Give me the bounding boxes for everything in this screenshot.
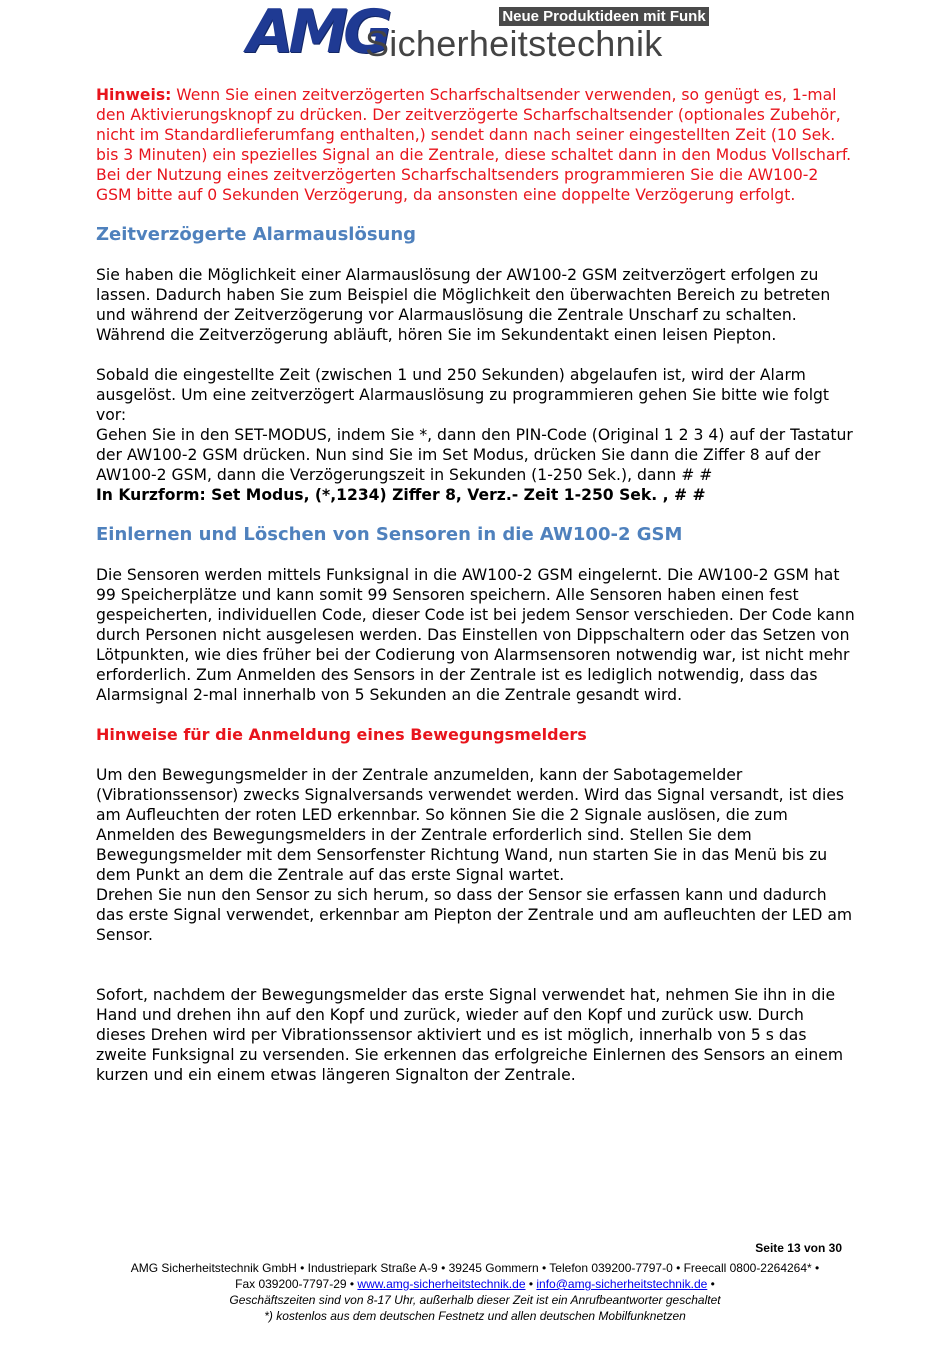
note-paragraph [96, 85, 856, 205]
company-logo [247, 2, 712, 66]
page-content [96, 85, 856, 1085]
footer-contact [0, 1276, 950, 1292]
note-label: Hinweis: [96, 86, 172, 104]
email-link[interactable]: info@amg-sicherheitstechnik.de [536, 1277, 708, 1291]
section-heading-motion-detector: Hinweise für die Anmeldung eines Bewegungsmelders [96, 725, 587, 744]
footer-address: AMG Sicherheitstechnik GmbH • Industriepark Straße A-9 • 39245 Gommern • Telefon 039200-7797-0 • Freecall 0800-2264264* • [130, 1261, 820, 1275]
short-form-instructions: In Kurzform: Set Modus, (*,1234) Ziffer 8, Verz.- Zeit 1-250 Sek. , # # [96, 486, 706, 504]
logo-mark: AMG [247, 0, 388, 67]
section-heading-learn-sensors: Einlernen und Löschen von Sensoren in die AW100-2 GSM [96, 524, 683, 545]
footer-free-note: *) kostenlos aus dem deutschen Festnetz und allen deutschen Mobilfunknetzen [264, 1309, 686, 1323]
paragraph: Sie haben die Möglichkeit einer Alarmauslösung der AW100-2 GSM zeitverzögert erfolgen zu lassen. Dadurch haben Sie zum Beispiel die Möglichkeit den überwachten Bereich zu betreten und während der Zeitverzögerung vor Alarmauslösung die Zentrale Unscharf zu schalten. Während die Zeitverzögerung abläuft, hören Sie im Sekundentakt einen leisen Piepton. [96, 266, 831, 344]
section-heading-delayed-alarm: Zeitverzögerte Alarmauslösung [96, 224, 417, 245]
footer-end: • [707, 1277, 715, 1291]
logo-company-name: Sicherheitstechnik [365, 23, 663, 64]
paragraph: Sofort, nachdem der Bewegungsmelder das erste Signal verwendet hat, nehmen Sie ihn in die Hand und drehen ihn auf den Kopf und zurück, wieder auf den Kopf und zurück usw. Durch dieses Drehen wird per Vibrationssensor aktiviert und es ist möglich, innerhalb von 5 s das zweite Funksignal zu versenden. Sie erkennen das erfolgreiche Einlernen des Sensors an einem kurzen und ein einem etwas längeren Signalton der Zentrale. [96, 986, 844, 1084]
paragraph: Um den Bewegungsmelder in der Zentrale anzumelden, kann der Sabotagemelder (Vibrationssensor) zwecks Signalversands verwendet werden. Wird das Signal versandt, ist dies am Aufleuchten der roten LED erkennbar. So können Sie die 2 Signale auslösen, die zum Anmelden des Bewegungsmelders in der Zentrale erforderlich sind. Stellen Sie dem Bewegungsmelder mit dem Sensorfenster Richtung Wand, nun starten Sie in das Menü bis zu dem Punkt an dem die Zentrale auf das erste Signal wartet. [96, 766, 845, 884]
paragraph: Sobald die eingestellte Zeit (zwischen 1 und 250 Sekunden) abgelaufen ist, wird der Alarm ausgelöst. Um eine zeitverzögert Alarmauslösung zu programmieren gehen Sie bitte wie folgt vor: [96, 366, 830, 424]
footer-fax: Fax 039200-7797-29 • [235, 1277, 358, 1291]
website-link[interactable]: www.amg-sicherheitstechnik.de [357, 1277, 526, 1291]
page-number: Seite 13 von 30 [755, 1241, 842, 1255]
note-text: Wenn Sie einen zeitverzögerten Scharfschaltsender verwenden, so genügt es, 1-mal den Aktivierungsknopf zu drücken. Der zeitverzögerte Scharfschaltsender (optionales Zubehör, nicht im Standardlieferumfang enthalten,) sendet dann nach seiner eingestellten Zeit (10 Sek. bis 3 Minuten) ein spezielles Signal an die Zentrale, diese schaltet dann in den Modus Vollscharf. Bei der Nutzung eines zeitverzögerten Scharfschaltsenders programmieren Sie die AW100-2 GSM bitte auf 0 Sekunden Verzögerung, da ansonsten eine doppelte Verzögerung erfolgt. [96, 86, 852, 204]
paragraph: Die Sensoren werden mittels Funksignal in die AW100-2 GSM eingelernt. Die AW100-2 GSM hat 99 Speicherplätze und kann somit 99 Sensoren speichern. Alle Sensoren haben einen fest gespeicherten, individuellen Code, dieser Code ist bei jedem Sensor verschieden. Der Code kann durch Personen nicht ausgelesen werden. Das Einstellen von Dippschaltern oder das Setzen von Lötpunkten, wie dies früher bei der Codierung von Alarmsensoren notwendig war, ist nicht mehr erforderlich. Zum Anmelden des Sensors in der Zentrale ist es lediglich notwendig, dass das Alarmsignal 2-mal innerhalb von 5 Sekunden an die Zentrale gesandt wird. [96, 566, 855, 704]
paragraph: Drehen Sie nun den Sensor zu sich herum, so dass der Sensor sie erfassen kann und dadurch das erste Signal verwendet, erkennbar am Piepton der Zentrale und am aufleuchten der LED am Sensor. [96, 886, 853, 944]
footer-separator: • [525, 1277, 537, 1291]
logo-tagline: Neue Produktideen mit Funk [499, 7, 709, 26]
paragraph: Gehen Sie in den SET-MODUS, indem Sie *, dann den PIN-Code (Original 1 2 3 4) auf der Tastatur der AW100-2 GSM drücken. Nun sind Sie im Set Modus, drücken Sie dann die Ziffer 8 auf der AW100-2 GSM, dann die Verzögerungszeit in Sekunden (1-250 Sek.), dann # # [96, 426, 853, 484]
footer-business-hours: Geschäftszeiten sind von 8-17 Uhr, außerhalb dieser Zeit ist ein Anrufbeantworter geschaltet [229, 1293, 721, 1307]
